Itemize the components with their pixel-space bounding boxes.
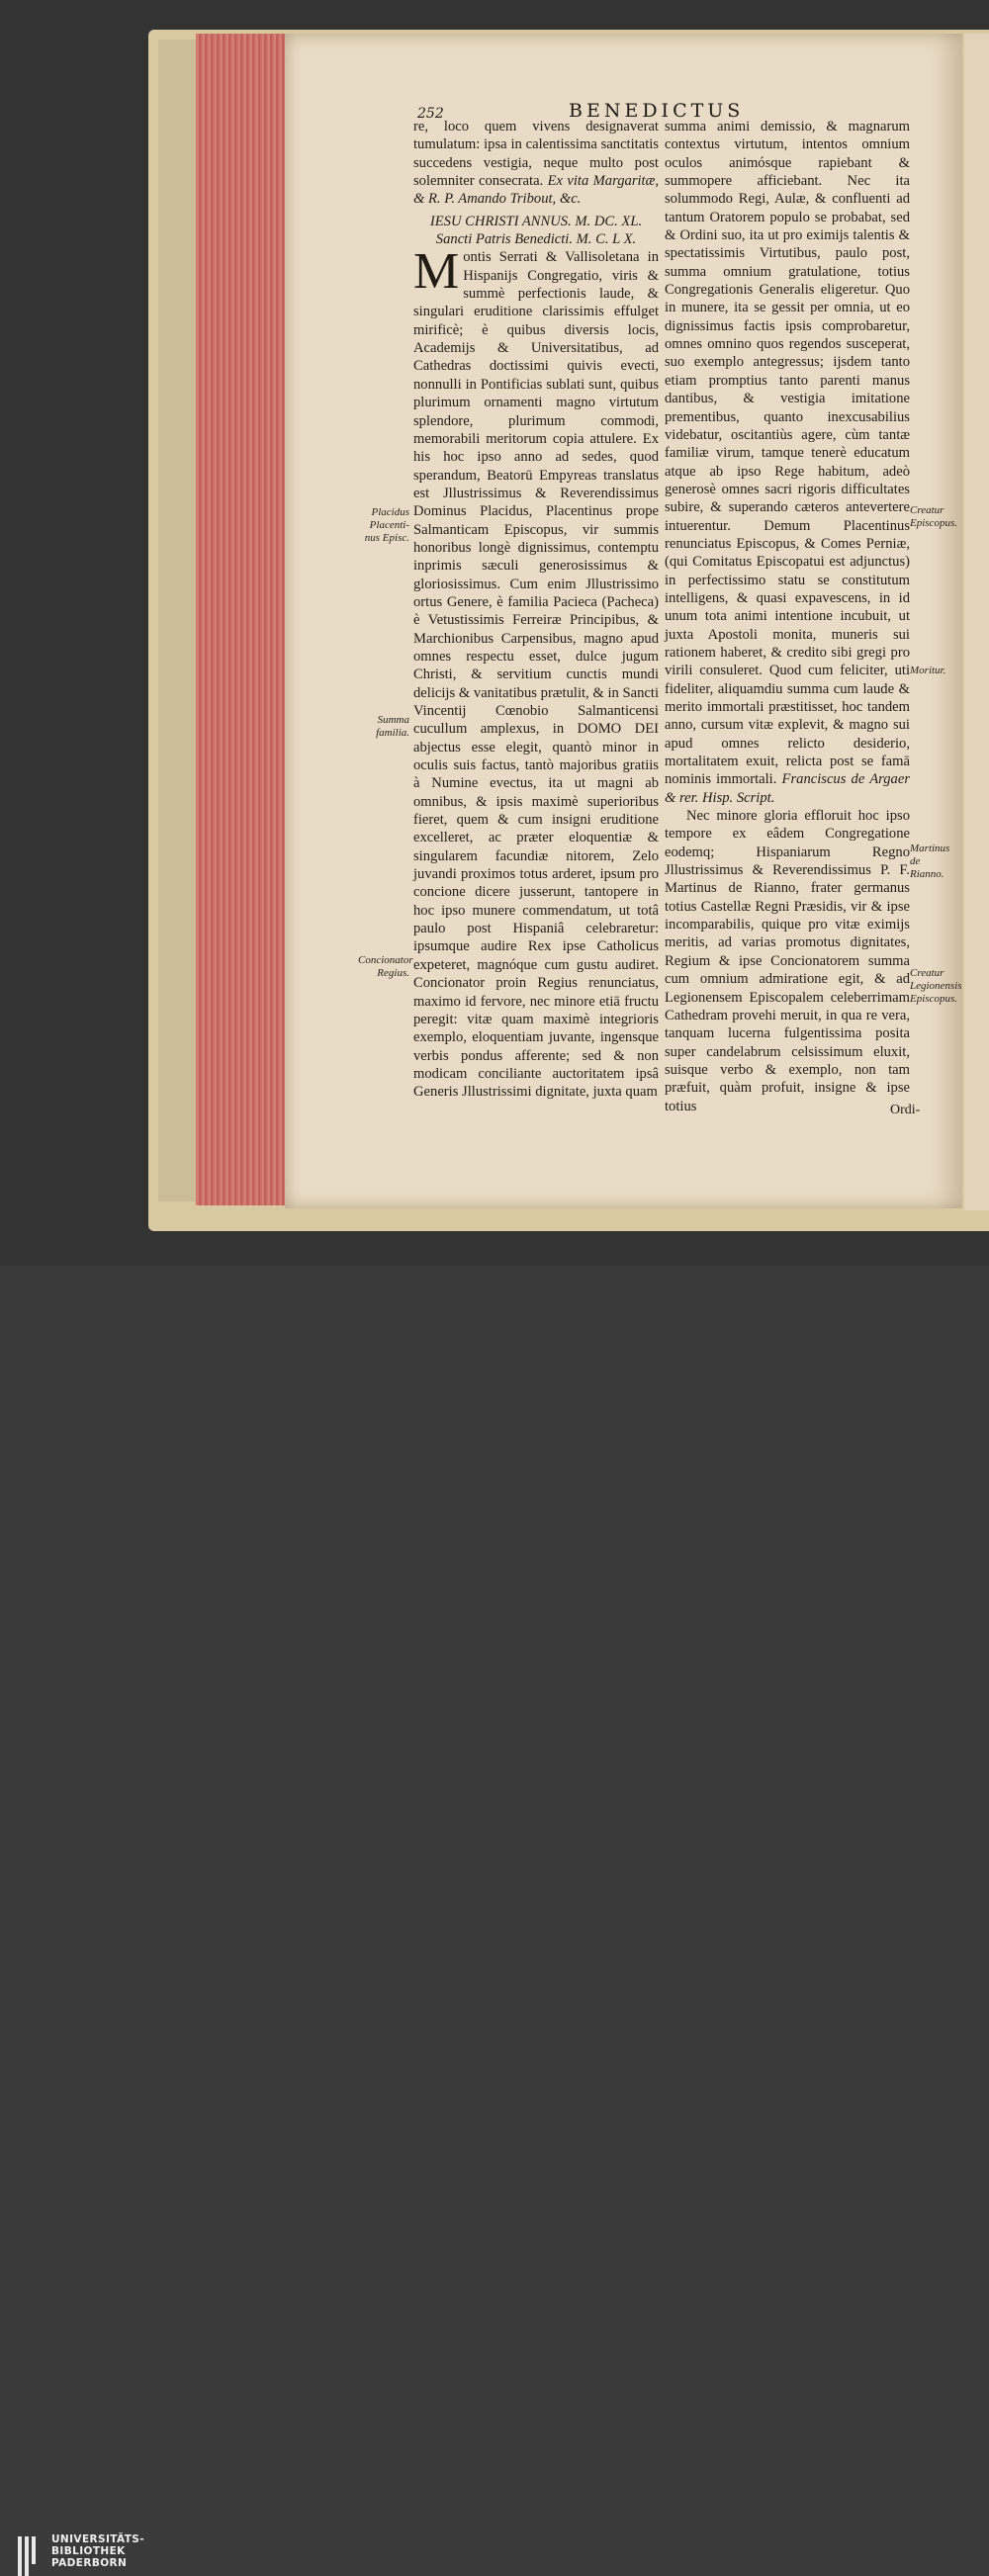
library-footer xyxy=(0,1266,989,2569)
left-body-text: ontis Serrati & Vallisoletana in Hispanijs Congregatio, viris & summè perfectionis laude, & singulari eruditione clarissimis effulget mirificè; è quibus diversis locis, Academijs & Universitatibus, ad Cathedras doctissimi quivis evecti, nonnulli in Pontificias sublati sunt, quibus plurimum ornamenti magno virtutum splendore, plurimum commodi, memorabili meritorum copia attulere. Ex his hoc ipso anno ad sedes, quod sperandum, Beatorū Empyreas translatus est Jllustrissimus & Reverendissimus Dominus Placidus, Placentinus prope Salmanticam Episcopus, vir summis honoribus longè dignissimus, contemptu inprimis sæculi generosissimus & gloriosissimus. Cum enim Jllustrissimo ortus Genere, è familia Pacieca (Pacheca) è Vetustissimis Ferreiræ Principibus, & Marchionibus Carpensibus, magno apud omnes respectu esset, dulce jugum Christi, & servitium cunctis mundi delicijs & vanitatibus prætulit, & in Sancti Vincentij Cœnobio Salmanticensi cucullum amplexus, in DOMO DEI abjectus esse elegit, quantò minor in oculis suis factus, tantò majoribus gratiis à Numine evectus, ita ut magni ab omnibus, & ipsis maximè superioribus fieret, quem & cum insigni eruditione excelleret, ac præter eloquentiæ & singularem facundiæ nitorem, Zelo juvandi proximos totus arderet, ipsum pro concione dicere jusserunt, tantopere in hoc ipso munere commendatum, ut totâ paulo post Hispaniâ celebraretur: ipsumque audire Rex ipse Catholicus expeteret, magnóque cum gustu audiret. Concionator proin Regius renunciatus, maximo id fervore, nec minore etiā fructu peregit: vitæ quam maximè integrioris exemplo, eloquentiam juvante, ingensque verbis pondus afferente; sed & non modicam conciliante auctoritatem ipsâ Generis Jllustrissimi dignitate, juxta quam xyxy=(413,249,659,1101)
library-line-2: BIBLIOTHEK xyxy=(51,2545,126,2557)
margin-note-placidus: Placidus Placenti-nus Episc. xyxy=(364,506,409,544)
facing-page-edge xyxy=(964,34,989,1210)
library-line-3: PADERBORN xyxy=(51,2557,128,2569)
left-column xyxy=(413,118,659,1102)
right-column xyxy=(665,118,910,1115)
book-scan xyxy=(0,0,989,1266)
intro-source: Ex vita Margaritæ, & R. P. Amando Tribout, &c. xyxy=(413,173,659,208)
margin-note-moritur: Moritur. xyxy=(910,665,946,676)
library-line-1: UNIVERSITÄTS- xyxy=(51,2533,145,2545)
library-logo-icon xyxy=(18,2536,40,2576)
running-head: BENEDICTUS xyxy=(569,100,745,122)
margin-note-creatur-2: Creatur Legionensis Episcopus. xyxy=(910,967,962,1005)
right-body-text-1: summa animi demissio, & magnarum contextus virtutum, intentos omnium oculos animósque rapiebant & summopere afficiebant. Nec ita solummodo Regi, Aulæ, & confluenti ad tantum Oratorem populo se probabat, sed & Ordini suo, ita ut pro eximijs talentis & spectatissimis Virtutibus, paulo post, summa omnium gratulatione, totius Congregationis Generalis eligeretur. Quo in munere, ita se gessit per omnia, ut eo dignissimus factis ipsis comprobaretur, omnes omnino quos regendos susceperat, suo exemplo antegressus; ijsdem tanto etiam promptius tanto parenti manus dantibus, & vestigia imitatione prementibus, quanto inexcusabilius videbatur, oscitantiùs agere, cùm tantæ familiæ virum, tamque tenerè educatum atque ab ipso Rege habitum, adeò generosè omnes sacri rigoris difficultates subire, & superando cæteros antevertere intuerentur. Demum Placentinus renunciatus Episcopus, & Comes Perniæ, (qui Comitatus Episcopatui est adjunctus) in perfectissimo statu se constitutum intelligens, & quasi expavescens, in id unum tota animi intentione incubuit, ut juxta Apostoli monita, muneris sui rationem haberet, & credito sibi gregi pro virili consuleret. Quod cum feliciter, uti fideliter, aliquamdiu summa cum laude & merito immortali præstitisset, hoc tandem anno, cursum vitæ explevit, & magno sui apud omnes relicto desiderio, mortalitatem exuit, relicta post se famā nominis immortali. xyxy=(665,119,910,788)
margin-note-creatur-1: Creatur Episcopus. xyxy=(910,504,957,529)
page-edges xyxy=(196,34,285,1205)
drop-cap: M xyxy=(413,243,460,301)
catchword: Ordi- xyxy=(890,1103,921,1117)
right-body-text-2: Nec minore gloria effloruit hoc ipso tempore ex eâdem Congregatione eodemq; Hispaniarum Regno Jllustrissimus & Reverendissimus P. F. Martinus de Rianno, frater germanus totius Castellæ Regni Præsidis, vir & ipse incomparabilis, quique pro vitæ eximijs meritis, ad varias promotus dignitates, Regium & ipse Concionatorem summa cum omnium admiratione egit, & ad Legionensem Episcopalem celeberrimam Cathedram provehi meruit, in qua re vera, tanquam lucerna fulgentissima posita super candelabrum celsissimum eluxit, suisque verbo & exemplo, non tam præfuit, quàm profuit, insigne & ipse totius xyxy=(665,808,910,1114)
margin-note-concionator: Concionator Regius. xyxy=(358,954,413,979)
margin-note-martinus: Martinus de Rianno. xyxy=(910,843,950,880)
heading-annus: IESU CHRISTI ANNUS. M. DC. XL. xyxy=(429,213,643,229)
library-name xyxy=(51,2533,144,2569)
intro-text: re, loco quem vivens designaverat tumulatum: ipsa in calentissima sanctitatis succedens vestigia, neque multo post solemniter consecrata. xyxy=(413,119,659,190)
margin-note-summa: Summa familia. xyxy=(376,714,409,739)
right-source: Franciscus de Argaer & rer. Hisp. Script. xyxy=(665,771,911,806)
endpaper xyxy=(158,40,200,1201)
heading-patris: Sancti Patris Benedicti. M. C. L X. xyxy=(435,231,637,248)
page-number: 252 xyxy=(417,106,444,122)
